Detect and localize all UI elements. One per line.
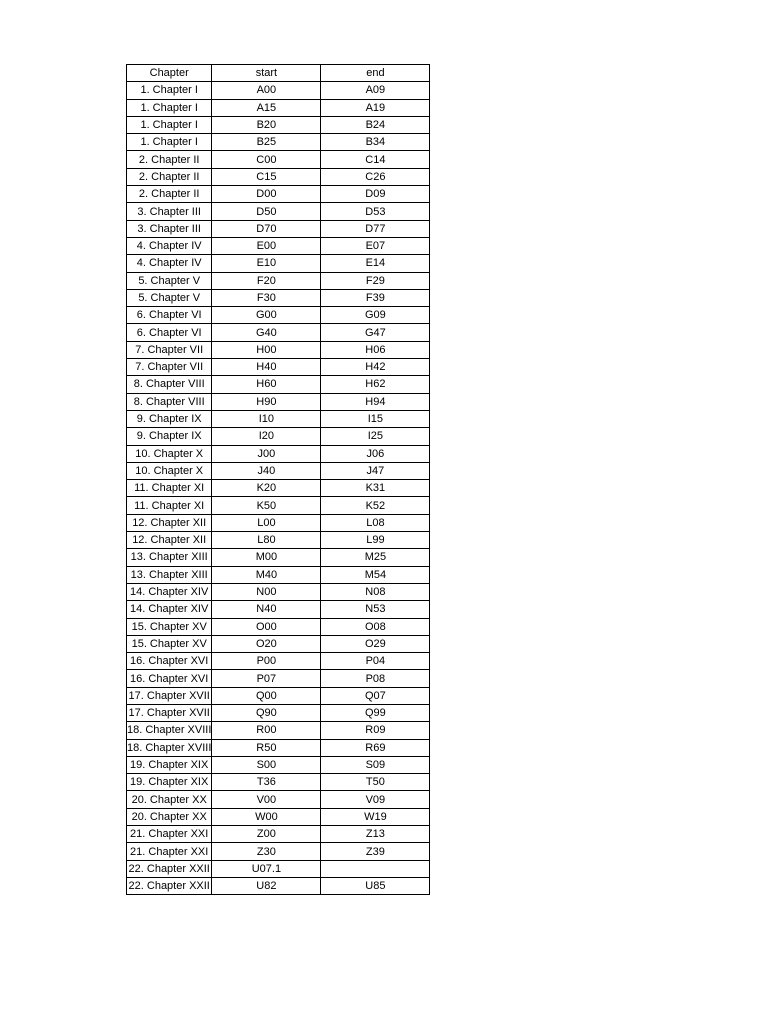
cell-chapter[interactable]: 1. Chapter I bbox=[127, 82, 212, 99]
cell-end[interactable]: P04 bbox=[321, 653, 430, 670]
spreadsheet-area bbox=[126, 64, 430, 895]
cell-start[interactable]: M40 bbox=[212, 566, 321, 583]
cell-start[interactable]: R00 bbox=[212, 722, 321, 739]
cell-chapter[interactable]: 10. Chapter X bbox=[127, 445, 212, 462]
cell-start[interactable]: F20 bbox=[212, 272, 321, 289]
cell-chapter[interactable]: 2. Chapter II bbox=[127, 168, 212, 185]
cell-end[interactable]: B34 bbox=[321, 134, 430, 151]
cell-start[interactable]: C00 bbox=[212, 151, 321, 168]
cell-chapter[interactable]: 1. Chapter I bbox=[127, 99, 212, 116]
cell-chapter[interactable]: 2. Chapter II bbox=[127, 186, 212, 203]
cell-end[interactable]: Z13 bbox=[321, 826, 430, 843]
cell-end[interactable]: D09 bbox=[321, 186, 430, 203]
cell-end[interactable]: M54 bbox=[321, 566, 430, 583]
cell-start[interactable]: Z00 bbox=[212, 826, 321, 843]
table-row bbox=[127, 687, 430, 704]
cell-start[interactable]: B25 bbox=[212, 134, 321, 151]
cell-start[interactable]: O20 bbox=[212, 635, 321, 652]
cell-chapter[interactable]: 19. Chapter XIX bbox=[127, 774, 212, 791]
cell-chapter[interactable]: 15. Chapter XV bbox=[127, 618, 212, 635]
cell-end[interactable]: I25 bbox=[321, 428, 430, 445]
cell-end[interactable]: M25 bbox=[321, 549, 430, 566]
cell-chapter[interactable]: 4. Chapter IV bbox=[127, 237, 212, 254]
cell-start[interactable]: H40 bbox=[212, 359, 321, 376]
cell-start[interactable]: H90 bbox=[212, 393, 321, 410]
table-row bbox=[127, 635, 430, 652]
table-row bbox=[127, 756, 430, 773]
table-row bbox=[127, 393, 430, 410]
cell-chapter[interactable]: 22. Chapter XXII bbox=[127, 877, 212, 894]
cell-start[interactable]: G00 bbox=[212, 307, 321, 324]
table-row bbox=[127, 82, 430, 99]
table-row bbox=[127, 843, 430, 860]
cell-chapter[interactable]: 8. Chapter VIII bbox=[127, 376, 212, 393]
cell-chapter[interactable]: 13. Chapter XIII bbox=[127, 549, 212, 566]
table-header bbox=[127, 65, 430, 82]
cell-end[interactable]: H62 bbox=[321, 376, 430, 393]
cell-end[interactable]: N08 bbox=[321, 583, 430, 600]
cell-start[interactable]: A15 bbox=[212, 99, 321, 116]
cell-end[interactable]: N53 bbox=[321, 601, 430, 618]
cell-end[interactable]: C14 bbox=[321, 151, 430, 168]
cell-end[interactable]: B24 bbox=[321, 116, 430, 133]
chapter-range-table bbox=[126, 64, 430, 895]
table-row bbox=[127, 532, 430, 549]
cell-end[interactable]: R09 bbox=[321, 722, 430, 739]
header-end[interactable]: end bbox=[321, 65, 430, 82]
table-row bbox=[127, 237, 430, 254]
cell-end[interactable]: K31 bbox=[321, 480, 430, 497]
cell-chapter[interactable]: 7. Chapter VII bbox=[127, 341, 212, 358]
cell-start[interactable]: H60 bbox=[212, 376, 321, 393]
cell-end[interactable]: K52 bbox=[321, 497, 430, 514]
table-row bbox=[127, 808, 430, 825]
table-row bbox=[127, 410, 430, 427]
cell-chapter[interactable]: 17. Chapter XVII bbox=[127, 687, 212, 704]
table-row bbox=[127, 791, 430, 808]
cell-end[interactable]: H42 bbox=[321, 359, 430, 376]
cell-chapter[interactable]: 20. Chapter XX bbox=[127, 791, 212, 808]
cell-chapter[interactable]: 19. Chapter XIX bbox=[127, 756, 212, 773]
table-row bbox=[127, 116, 430, 133]
cell-end[interactable]: Z39 bbox=[321, 843, 430, 860]
cell-start[interactable]: U07.1 bbox=[212, 860, 321, 877]
table-row bbox=[127, 583, 430, 600]
table-row bbox=[127, 428, 430, 445]
cell-chapter[interactable]: 21. Chapter XXI bbox=[127, 843, 212, 860]
table-row bbox=[127, 774, 430, 791]
cell-start[interactable]: T36 bbox=[212, 774, 321, 791]
cell-start[interactable]: W00 bbox=[212, 808, 321, 825]
cell-end[interactable]: Q07 bbox=[321, 687, 430, 704]
cell-end[interactable]: H94 bbox=[321, 393, 430, 410]
table-row bbox=[127, 186, 430, 203]
table-row bbox=[127, 704, 430, 721]
cell-start[interactable]: O00 bbox=[212, 618, 321, 635]
cell-chapter[interactable]: 5. Chapter V bbox=[127, 272, 212, 289]
cell-chapter[interactable]: 18. Chapter XVIII bbox=[127, 722, 212, 739]
cell-start[interactable]: Q90 bbox=[212, 704, 321, 721]
cell-start[interactable]: U82 bbox=[212, 877, 321, 894]
cell-start[interactable]: I20 bbox=[212, 428, 321, 445]
cell-start[interactable]: P00 bbox=[212, 653, 321, 670]
table-row bbox=[127, 462, 430, 479]
cell-end[interactable]: Q99 bbox=[321, 704, 430, 721]
table-row bbox=[127, 445, 430, 462]
cell-start[interactable]: H00 bbox=[212, 341, 321, 358]
cell-start[interactable]: J40 bbox=[212, 462, 321, 479]
cell-chapter[interactable]: 4. Chapter IV bbox=[127, 255, 212, 272]
cell-end[interactable]: H06 bbox=[321, 341, 430, 358]
table-row bbox=[127, 670, 430, 687]
cell-end[interactable]: G47 bbox=[321, 324, 430, 341]
cell-start[interactable]: K50 bbox=[212, 497, 321, 514]
cell-start[interactable]: E00 bbox=[212, 237, 321, 254]
cell-end[interactable]: E14 bbox=[321, 255, 430, 272]
table-row bbox=[127, 220, 430, 237]
cell-start[interactable]: G40 bbox=[212, 324, 321, 341]
cell-end[interactable]: J06 bbox=[321, 445, 430, 462]
table-row bbox=[127, 618, 430, 635]
cell-chapter[interactable]: 11. Chapter XI bbox=[127, 480, 212, 497]
cell-start[interactable]: L00 bbox=[212, 514, 321, 531]
cell-chapter[interactable]: 22. Chapter XXII bbox=[127, 860, 212, 877]
cell-end[interactable]: W19 bbox=[321, 808, 430, 825]
cell-end[interactable]: T50 bbox=[321, 774, 430, 791]
cell-end[interactable]: V09 bbox=[321, 791, 430, 808]
cell-end[interactable]: U85 bbox=[321, 877, 430, 894]
cell-end[interactable]: R69 bbox=[321, 739, 430, 756]
cell-end[interactable]: I15 bbox=[321, 410, 430, 427]
cell-end[interactable]: L99 bbox=[321, 532, 430, 549]
table-row bbox=[127, 307, 430, 324]
cell-start[interactable]: Z30 bbox=[212, 843, 321, 860]
cell-end[interactable]: O08 bbox=[321, 618, 430, 635]
cell-chapter[interactable]: 15. Chapter XV bbox=[127, 635, 212, 652]
table-row bbox=[127, 739, 430, 756]
table-row bbox=[127, 566, 430, 583]
cell-end[interactable]: P08 bbox=[321, 670, 430, 687]
cell-chapter[interactable]: 16. Chapter XVI bbox=[127, 653, 212, 670]
cell-start[interactable]: D00 bbox=[212, 186, 321, 203]
cell-chapter[interactable]: 3. Chapter III bbox=[127, 203, 212, 220]
cell-chapter[interactable]: 9. Chapter IX bbox=[127, 428, 212, 445]
cell-end[interactable]: J47 bbox=[321, 462, 430, 479]
table-row bbox=[127, 653, 430, 670]
header-row bbox=[127, 65, 430, 82]
cell-end[interactable]: E07 bbox=[321, 237, 430, 254]
cell-start[interactable]: V00 bbox=[212, 791, 321, 808]
cell-start[interactable]: R50 bbox=[212, 739, 321, 756]
cell-start[interactable]: M00 bbox=[212, 549, 321, 566]
table-body bbox=[127, 82, 430, 895]
cell-start[interactable]: S00 bbox=[212, 756, 321, 773]
cell-chapter[interactable]: 21. Chapter XXI bbox=[127, 826, 212, 843]
cell-chapter[interactable]: 18. Chapter XVIII bbox=[127, 739, 212, 756]
table-row bbox=[127, 877, 430, 894]
cell-end[interactable]: A09 bbox=[321, 82, 430, 99]
table-row bbox=[127, 341, 430, 358]
table-row bbox=[127, 289, 430, 306]
cell-chapter[interactable]: 12. Chapter XII bbox=[127, 532, 212, 549]
cell-end[interactable]: G09 bbox=[321, 307, 430, 324]
header-chapter[interactable]: Chapter bbox=[127, 65, 212, 82]
cell-chapter[interactable]: 13. Chapter XIII bbox=[127, 566, 212, 583]
table-row bbox=[127, 151, 430, 168]
cell-chapter[interactable]: 6. Chapter VI bbox=[127, 324, 212, 341]
cell-start[interactable]: C15 bbox=[212, 168, 321, 185]
table-row bbox=[127, 359, 430, 376]
cell-chapter[interactable]: 6. Chapter VI bbox=[127, 307, 212, 324]
cell-start[interactable]: A00 bbox=[212, 82, 321, 99]
cell-start[interactable]: D50 bbox=[212, 203, 321, 220]
cell-chapter[interactable]: 17. Chapter XVII bbox=[127, 704, 212, 721]
cell-end[interactable]: A19 bbox=[321, 99, 430, 116]
cell-start[interactable]: D70 bbox=[212, 220, 321, 237]
table-row bbox=[127, 168, 430, 185]
cell-start[interactable]: N00 bbox=[212, 583, 321, 600]
table-row bbox=[127, 324, 430, 341]
cell-end[interactable]: D77 bbox=[321, 220, 430, 237]
cell-end[interactable]: C26 bbox=[321, 168, 430, 185]
cell-chapter[interactable]: 11. Chapter XI bbox=[127, 497, 212, 514]
table-row bbox=[127, 480, 430, 497]
table-row bbox=[127, 99, 430, 116]
table-row bbox=[127, 514, 430, 531]
table-row bbox=[127, 134, 430, 151]
cell-end[interactable]: L08 bbox=[321, 514, 430, 531]
cell-end[interactable]: F39 bbox=[321, 289, 430, 306]
cell-chapter[interactable]: 2. Chapter II bbox=[127, 151, 212, 168]
cell-chapter[interactable]: 1. Chapter I bbox=[127, 116, 212, 133]
cell-start[interactable]: J00 bbox=[212, 445, 321, 462]
cell-start[interactable]: L80 bbox=[212, 532, 321, 549]
cell-start[interactable]: I10 bbox=[212, 410, 321, 427]
table-row bbox=[127, 497, 430, 514]
table-row bbox=[127, 826, 430, 843]
cell-chapter[interactable]: 10. Chapter X bbox=[127, 462, 212, 479]
table-row bbox=[127, 722, 430, 739]
cell-start[interactable]: E10 bbox=[212, 255, 321, 272]
cell-chapter[interactable]: 20. Chapter XX bbox=[127, 808, 212, 825]
table-row bbox=[127, 376, 430, 393]
cell-end[interactable] bbox=[321, 860, 430, 877]
cell-chapter[interactable]: 9. Chapter IX bbox=[127, 410, 212, 427]
table-row bbox=[127, 272, 430, 289]
cell-start[interactable]: P07 bbox=[212, 670, 321, 687]
cell-start[interactable]: B20 bbox=[212, 116, 321, 133]
table-row bbox=[127, 549, 430, 566]
cell-chapter[interactable]: 5. Chapter V bbox=[127, 289, 212, 306]
cell-chapter[interactable]: 14. Chapter XIV bbox=[127, 601, 212, 618]
cell-start[interactable]: F30 bbox=[212, 289, 321, 306]
cell-chapter[interactable]: 7. Chapter VII bbox=[127, 359, 212, 376]
cell-chapter[interactable]: 16. Chapter XVI bbox=[127, 670, 212, 687]
table-row bbox=[127, 203, 430, 220]
table-row bbox=[127, 601, 430, 618]
cell-start[interactable]: N40 bbox=[212, 601, 321, 618]
cell-start[interactable]: Q00 bbox=[212, 687, 321, 704]
table-row bbox=[127, 860, 430, 877]
cell-end[interactable]: F29 bbox=[321, 272, 430, 289]
header-start[interactable]: start bbox=[212, 65, 321, 82]
cell-chapter[interactable]: 12. Chapter XII bbox=[127, 514, 212, 531]
cell-end[interactable]: S09 bbox=[321, 756, 430, 773]
cell-start[interactable]: K20 bbox=[212, 480, 321, 497]
cell-chapter[interactable]: 8. Chapter VIII bbox=[127, 393, 212, 410]
cell-chapter[interactable]: 1. Chapter I bbox=[127, 134, 212, 151]
cell-chapter[interactable]: 14. Chapter XIV bbox=[127, 583, 212, 600]
cell-chapter[interactable]: 3. Chapter III bbox=[127, 220, 212, 237]
cell-end[interactable]: O29 bbox=[321, 635, 430, 652]
cell-end[interactable]: D53 bbox=[321, 203, 430, 220]
table-row bbox=[127, 255, 430, 272]
